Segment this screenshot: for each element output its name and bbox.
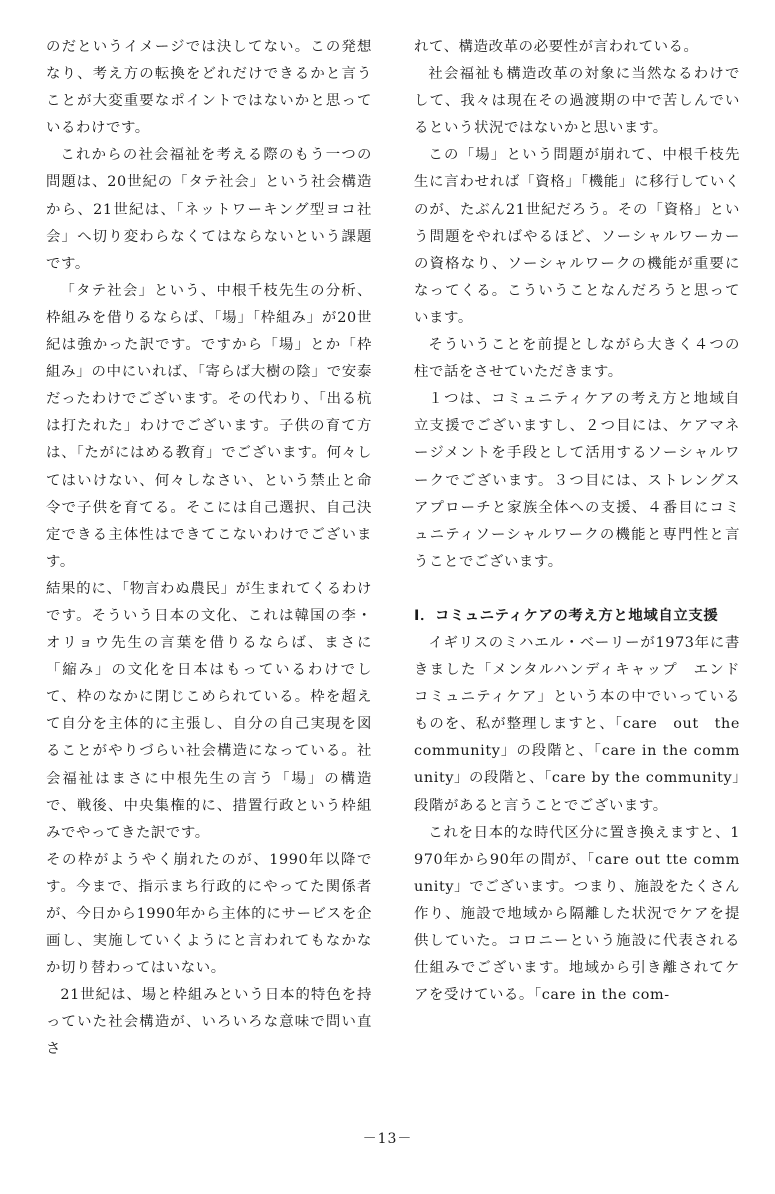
right-column [414,34,755,1009]
paragraph: 結果的に、「物言わぬ農民」が生まれてくるわけです。そういう日本の文化、これは韓国の李・オリョウ先生の言葉を借りるならば、まさに「縮み」の文化を日本はもっているわけでして、枠のなかに閉じこめられている。枠を超えて自分を主体的に主張し、自分の自己実現を図ることがやりづらい社会構造になっている。社会福祉はまさに中根先生の言う「場」の構造で、戦後、中央集権的に、措置行政という枠組みでやってきた訳です。 [46,580,372,841]
section-gap [414,576,740,603]
paragraph: その枠がようやく崩れたのが、1990年以降です。今まで、指示まち行政的にやってた関係者が、今日から1990年から主体的にサービスを企画し、実施していくようにと言われてもなかなか切り替わってはいない。 [46,851,372,977]
paragraph: これからの社会福祉を考える際のもう一つの問題は、20世紀の「タテ社会」という社会構造から、21世紀は、「ネットワーキング型ヨコ社会」へ切り変わらなくてはならないという課題です。 [46,147,372,272]
paragraph: イギリスのミハエル・ベーリーが1973年に書きました「メンタルハンディキャップ エンド コミュニティケア」という本の中でいっているものを、私が整理しますと、「care out the community」の段階と、「care in the community」の段階と、「care by the community」段階があると言うことでございます。 [414,634,755,814]
paragraph: これを日本的な時代区分に置き換えますと、1970年から90年の間が、「care out tte community」でございます。つまり、施設をたくさん作り、施設で地域から隔離した状況でケアを提供していた。コロニーという施設に代表される仕組みでございます。地域から引き離されてケアを受けている。「care in the com- [414,824,740,1004]
paragraph: １つは、コミュニティケアの考え方と地域自立支援でございますし、２つ目には、ケアマネージメントを手段として活用するソーシャルワークでございます。３つ目には、ストレングスアプローチと家族全体への支援、４番目にコミュニティソーシャルワークの機能と専門性と言うことでございます。 [414,391,740,570]
page-number: －13－ [362,1131,413,1147]
paragraph: 21世紀は、場と枠組みという日本的特色を持っていた社会構造が、いろいろな意味で問い直さ [46,987,372,1058]
paragraph: のだというイメージでは決してない。この発想なり、考え方の転換をどれだけできるかと言うことが大変重要なポイントではないかと思っているわけです。 [46,39,372,137]
left-column [46,34,372,1064]
paragraph: れて、構造改革の必要性が言われている。 [414,39,699,55]
paragraph: 社会福祉も構造改革の対象に当然なるわけでして、我々は現在その過渡期の中で苦しんでいるという状況ではないかと思います。 [414,66,740,137]
paragraph: そういうことを前提としながら大きく４つの柱で話をさせていただきます。 [414,337,740,381]
paragraph: この「場」という問題が崩れて、中根千枝先生に言わせれば「資格」「機能」に移行していくのが、たぶん21世紀だろう。その「資格」という問題をやればやるほど、ソーシャルワーカーの資格なり、ソーシャルワークの機能が重要になってくる。こういうことなんだろうと思っています。 [414,147,740,326]
section-heading: Ⅰ．コミュニティケアの考え方と地域自立支援 [414,607,719,624]
paragraph: 「タテ社会」という、中根千枝先生の分析、枠組みを借りるならば、「場」「枠組み」が20世紀は強かった訳です。ですから「場」とか「枠組み」の中にいれば、「寄らば大樹の陰」で安泰だったわけでございます。その代わり、「出る杭は打たれた」わけでございます。子供の育て方は、「たがにはめる教育」でございます。何々してはいけない、何々しなさい、という禁止と命令で子供を育てる。そこには自己選択、自己決定できる主体性はできてこないわけでございます。 [46,282,372,570]
